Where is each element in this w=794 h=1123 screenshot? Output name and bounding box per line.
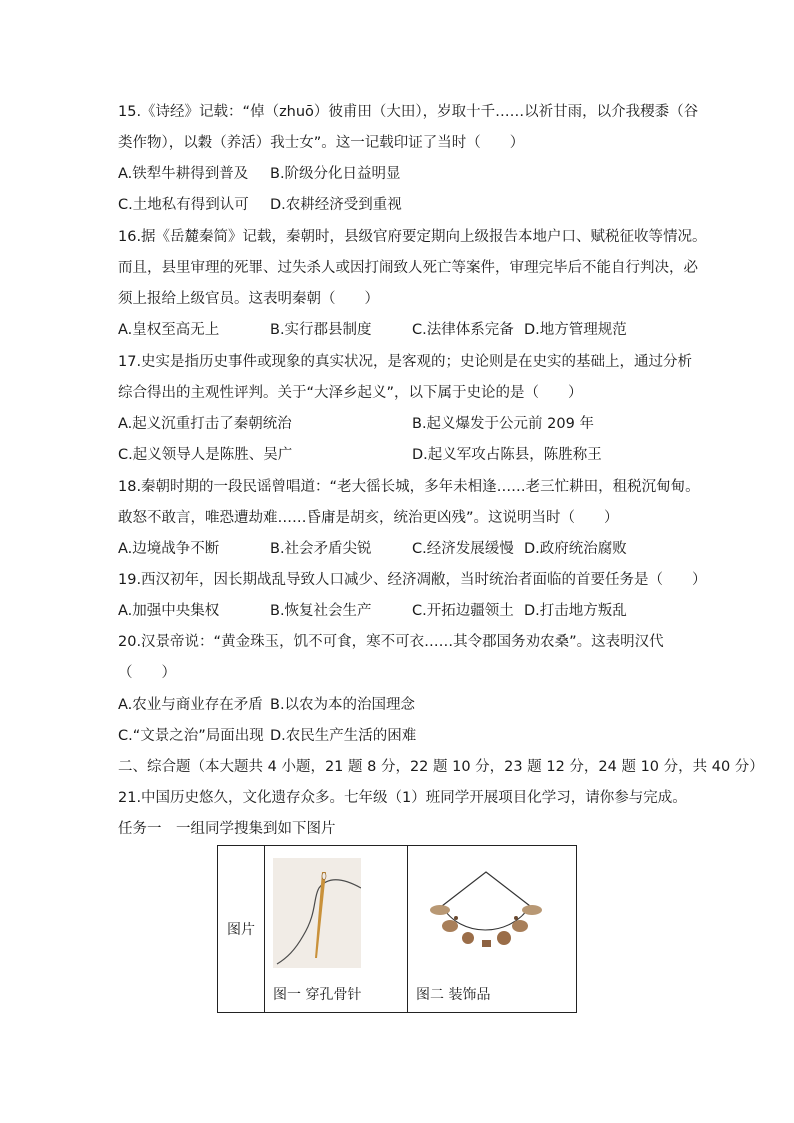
q17-option-a[interactable]: A.起义沉重打击了秦朝统治 — [118, 416, 292, 432]
q16-option-c[interactable]: C.法律体系完备 — [412, 322, 514, 338]
q18-stem-line2: 敢怒不敢言，唯恐遭劫难……昏庸是胡亥，统治更凶残”。这说明当时（ ） — [118, 510, 619, 526]
q19-option-a[interactable]: A.加强中央集权 — [118, 603, 220, 619]
figure-cell-1 — [265, 846, 408, 1013]
q19-stem-line1: 19.西汉初年，因长期战乱导致人口减少、经济凋敝，当时统治者面临的首要任务是（ ） — [118, 572, 707, 588]
q20-option-c[interactable]: C.“文景之治”局面出现 — [118, 728, 264, 744]
q16-option-b[interactable]: B.实行郡县制度 — [270, 322, 372, 338]
q18-option-c[interactable]: C.经济发展缓慢 — [412, 541, 514, 557]
q19-option-b[interactable]: B.恢复社会生产 — [270, 603, 372, 619]
q18-option-b[interactable]: B.社会矛盾尖锐 — [270, 541, 372, 557]
figure-cell-2 — [408, 846, 577, 1013]
q21-task1-heading: 任务一 一组同学搜集到如下图片 — [118, 821, 336, 837]
ornament-necklace-image — [420, 858, 555, 968]
q17-stem-line2: 综合得出的主观性评判。关于“大泽乡起义”，以下属于史论的是（ ） — [118, 385, 583, 401]
q18-option-d[interactable]: D.政府统治腐败 — [524, 541, 627, 557]
q16-stem-line3: 须上报给上级官员。这表明秦朝（ ） — [118, 291, 379, 307]
q15-option-a[interactable]: A.铁犁牛耕得到普及 — [118, 166, 249, 182]
q15-option-b[interactable]: B.阶级分化日益明显 — [270, 166, 401, 182]
q15-stem-line2: 类作物），以穀（养活）我士女”。这一记载印证了当时（ ） — [118, 135, 525, 151]
q18-option-a[interactable]: A.边境战争不断 — [118, 541, 220, 557]
q17-option-d[interactable]: D.起义军攻占陈县，陈胜称王 — [412, 447, 602, 463]
q16-option-a[interactable]: A.皇权至高无上 — [118, 322, 220, 338]
figure-row-label: 图片 — [218, 846, 265, 1013]
q16-stem-line2: 而且，县里审理的死罪、过失杀人或因打闹致人死亡等案件，审理完毕后不能自行判决，必 — [118, 260, 698, 276]
q20-option-d[interactable]: D.农民生产生活的困难 — [270, 728, 417, 744]
q20-option-b[interactable]: B.以农为本的治国理念 — [270, 697, 416, 713]
q20-stem-line2: （ ） — [118, 665, 176, 681]
q16-option-d[interactable]: D.地方管理规范 — [524, 322, 627, 338]
figure-1-caption: 图一 穿孔骨针 — [273, 987, 362, 1003]
q16-stem-line1: 16.据《岳麓秦简》记载，秦朝时，县级官府要定期向上级报告本地户口、赋税征收等情况。 — [118, 229, 707, 245]
q19-option-d[interactable]: D.打击地方叛乱 — [524, 603, 627, 619]
q20-option-a[interactable]: A.农业与商业存在矛盾 — [118, 697, 263, 713]
bone-needle-image — [273, 858, 361, 968]
q17-stem-line1: 17.史实是指历史事件或现象的真实状况，是客观的；史论则是在史实的基础上，通过分析 — [118, 354, 693, 370]
q17-option-b[interactable]: B.起义爆发于公元前 209 年 — [412, 416, 594, 432]
figure-2-caption: 图二 装饰品 — [416, 987, 491, 1003]
q18-stem-line1: 18.秦朝时期的一段民谣曾唱道：“老大徭长城，多年未相逢……老三忙耕田，租税沉甸甸。 — [118, 479, 700, 495]
q15-option-d[interactable]: D.农耕经济受到重视 — [270, 197, 402, 213]
q15-stem-line1: 15.《诗经》记载：“倬（zhuō）彼甫田（大田），岁取十千……以祈甘雨，以介我稷黍（谷 — [118, 104, 699, 120]
q15-option-c[interactable]: C.土地私有得到认可 — [118, 197, 249, 213]
figure-table — [217, 845, 577, 1013]
q21-stem-line1: 21.中国历史悠久，文化遗存众多。七年级（1）班同学开展项目化学习，请你参与完成。 — [118, 790, 687, 806]
section-heading: 二、综合题（本大题共 4 小题，21 题 8 分，22 题 10 分，23 题 12 分，24 题 10 分，共 40 分） — [118, 759, 764, 775]
q19-option-c[interactable]: C.开拓边疆领土 — [412, 603, 514, 619]
q17-option-c[interactable]: C.起义领导人是陈胜、吴广 — [118, 447, 293, 463]
q20-stem-line1: 20.汉景帝说：“黄金珠玉，饥不可食，寒不可衣……其令郡国务劝农桑”。这表明汉代 — [118, 634, 664, 650]
